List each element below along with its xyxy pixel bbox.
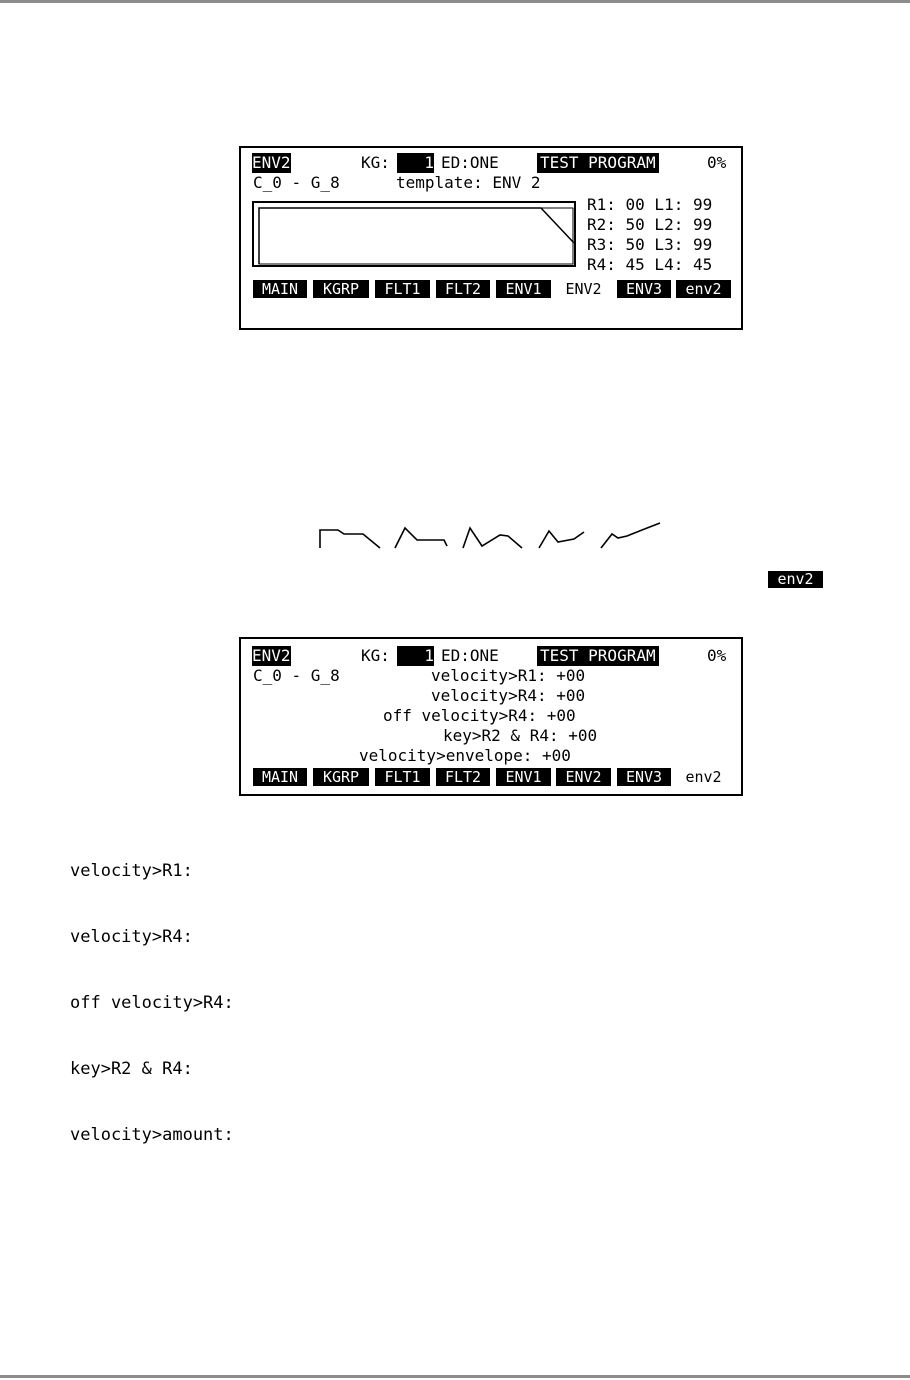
ed-label[interactable]: ED:ONE [441, 153, 499, 172]
softkey-env1-2[interactable]: ENV1 [496, 768, 551, 786]
kg-value-2[interactable]: 1 [397, 646, 434, 666]
lcd-range-row [241, 173, 741, 193]
kg-label-2: KG: [361, 646, 390, 665]
param-row-3 [241, 235, 741, 255]
lcd-header-row [241, 153, 741, 173]
percent-readout-2: 0% [707, 646, 727, 665]
bottom-rule [0, 1375, 910, 1378]
lcd-screen-env2-modulation [239, 637, 743, 796]
keyrange-2: C_0 - G_8 [253, 666, 340, 685]
softkey-env2-2[interactable]: ENV2 [556, 768, 611, 786]
softkey-env1[interactable]: ENV1 [496, 280, 551, 298]
param-heading-velocity-r4: velocity>R4: [70, 927, 193, 947]
ed-label-2[interactable]: ED:ONE [441, 646, 499, 665]
softkey-main-2[interactable]: MAIN [253, 768, 307, 786]
percent-readout: 0% [707, 153, 727, 172]
mode-label: ENV2 [252, 153, 291, 172]
keyrange: C_0 - G_8 [253, 173, 340, 192]
softkey-env2[interactable]: ENV2 [565, 280, 602, 298]
lcd-screen-env2-main [239, 146, 743, 330]
program-name-2: TEST PROGRAM [537, 646, 659, 666]
softkey-env3-2[interactable]: ENV3 [617, 768, 671, 786]
kg-label: KG: [361, 153, 390, 172]
template-field[interactable]: template: ENV 2 [396, 173, 541, 192]
mod-row-5 [241, 746, 741, 766]
template-shape-2 [395, 528, 447, 548]
param-heading-velocity-r1: velocity>R1: [70, 861, 193, 881]
softkey-bar-2 [241, 767, 731, 787]
param-row-4 [241, 255, 741, 275]
softkey-flt1-2[interactable]: FLT1 [375, 768, 430, 786]
softkey-env3[interactable]: ENV3 [617, 280, 671, 298]
velocity-r4-field[interactable]: velocity>R4: +00 [431, 686, 586, 705]
softkey-kgrp[interactable]: KGRP [313, 280, 369, 298]
r4-l4-values[interactable]: R4: 45 L4: 45 [587, 255, 713, 274]
mode-label-2: ENV2 [252, 646, 291, 665]
mod-row-4 [241, 726, 741, 746]
template-shape-4 [539, 531, 584, 548]
softkey-env2-page-2[interactable]: env2 [685, 768, 722, 786]
r1-l1-values[interactable]: R1: 00 L1: 99 [587, 195, 713, 214]
softkey-bar [241, 279, 731, 299]
template-shape-3 [463, 528, 522, 548]
template-shape-1 [320, 530, 380, 548]
param-heading-key-r2-r4: key>R2 & R4: [70, 1059, 193, 1079]
softkey-env2-page[interactable]: env2 [676, 280, 731, 298]
param-heading-off-velocity-r4: off velocity>R4: [70, 993, 234, 1013]
softkey-flt1[interactable]: FLT1 [375, 280, 430, 298]
r3-l3-values[interactable]: R3: 50 L3: 99 [587, 235, 713, 254]
mod-row-2 [241, 686, 741, 706]
program-name: TEST PROGRAM [537, 153, 659, 173]
envelope-template-shapes [318, 520, 668, 550]
mod-row-1 [241, 666, 741, 686]
kg-value[interactable]: 1 [397, 153, 434, 173]
softkey-kgrp-2[interactable]: KGRP [313, 768, 369, 786]
r2-l2-values[interactable]: R2: 50 L2: 99 [587, 215, 713, 234]
off-velocity-r4-field[interactable]: off velocity>R4: +00 [383, 706, 576, 725]
env2-softkey-tag: env2 [768, 571, 823, 588]
velocity-r1-field[interactable]: velocity>R1: +00 [431, 666, 586, 685]
softkey-flt2[interactable]: FLT2 [436, 280, 490, 298]
mod-row-3 [241, 706, 741, 726]
template-shape-5 [601, 523, 660, 548]
param-row-1 [241, 195, 741, 215]
velocity-envelope-field[interactable]: velocity>envelope: +00 [359, 746, 571, 765]
top-rule [0, 0, 910, 3]
key-r2-r4-field[interactable]: key>R2 & R4: +00 [443, 726, 598, 745]
param-heading-velocity-amount: velocity>amount: [70, 1125, 234, 1145]
softkey-main[interactable]: MAIN [253, 280, 307, 298]
softkey-flt2-2[interactable]: FLT2 [436, 768, 490, 786]
lcd-header-row-2 [241, 646, 741, 666]
param-row-2 [241, 215, 741, 235]
